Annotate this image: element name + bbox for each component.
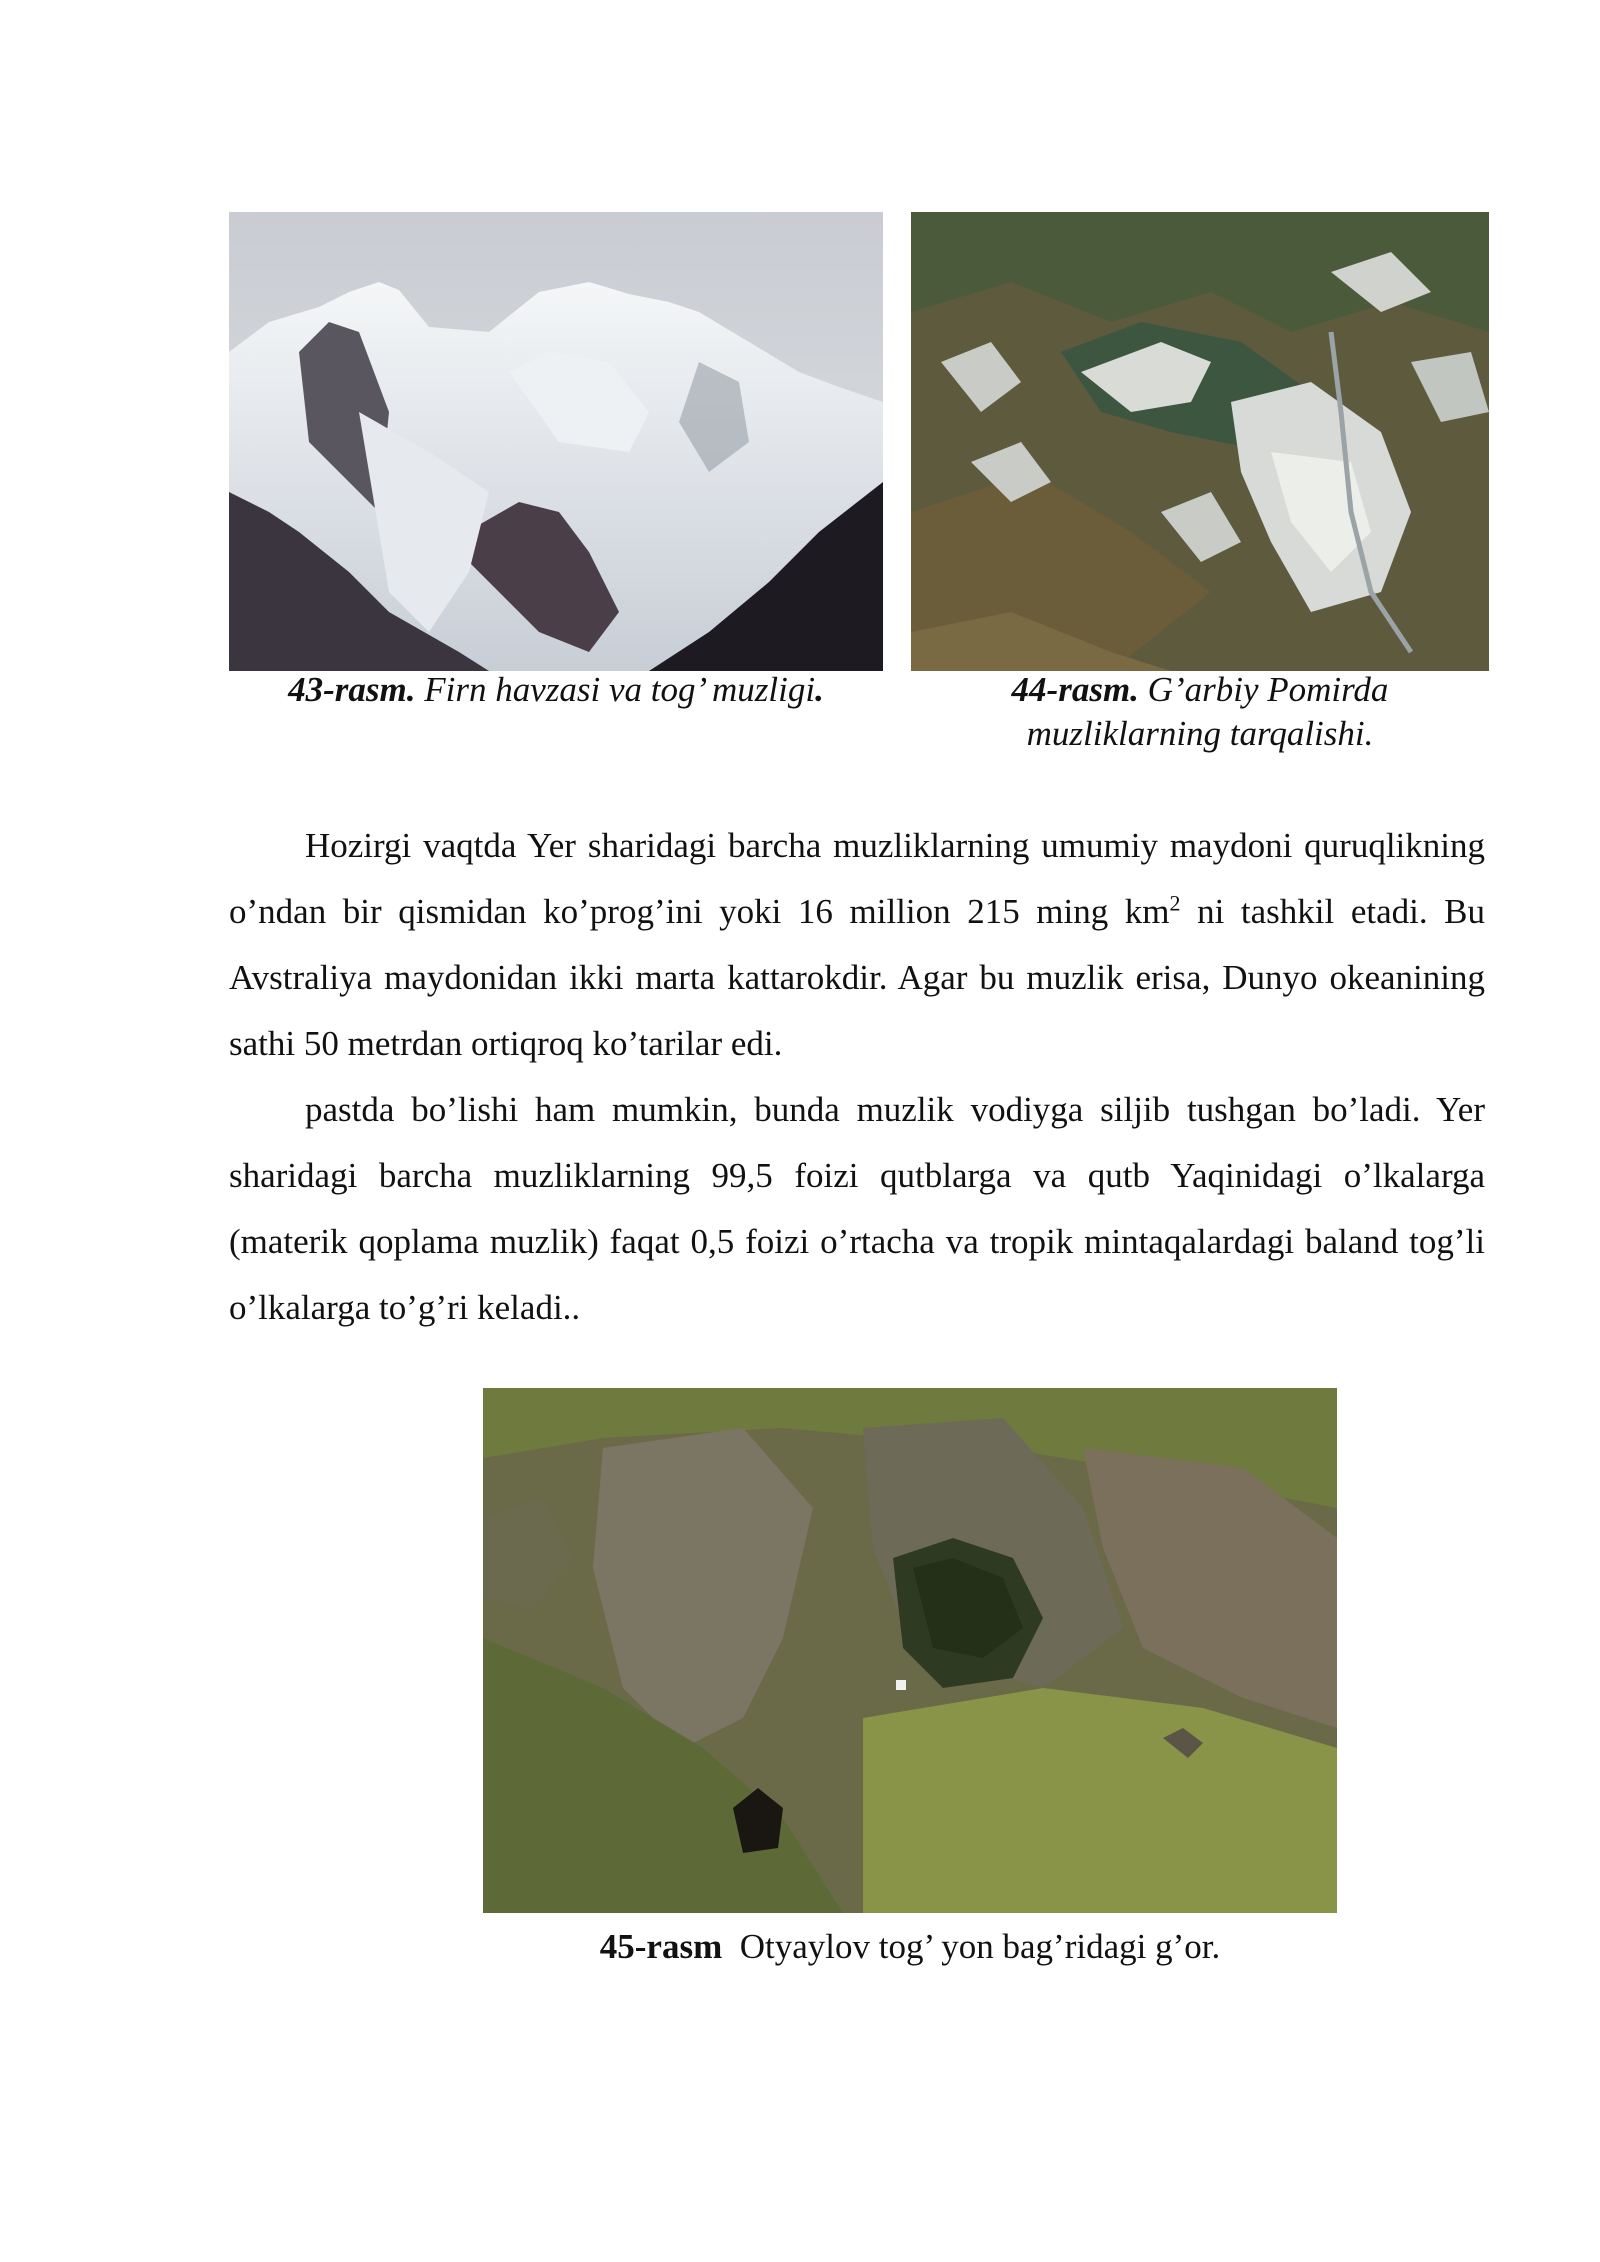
cave-photo-image (483, 1388, 1337, 1913)
figure-44-number: 44-rasm. (1011, 670, 1139, 709)
paragraph-2-text: pastda bo’lishi ham mumkin, bunda muzlik vodiyga siljib tushgan bo’ladi. Yer sharidagi barcha muzliklarning 99,5 foizi qutblarga va qutb Yaqinidagi o’lkalarga (materik qoplama muzlik) faqat 0,5 foizi o’rtacha va tropik mintaqalardagi baland tog’li o’lkalarga to’g’ri keladi.. (229, 1090, 1485, 1327)
superscript-2: 2 (1169, 890, 1181, 916)
figure-43-number: 43-rasm. (288, 670, 416, 709)
figure-45-cave-photo (483, 1388, 1337, 1913)
paragraph-glacier-distribution (229, 1077, 1485, 1341)
figure-45-caption (300, 1925, 1520, 1969)
satellite-photo-image (911, 212, 1489, 671)
figure-43-title: Firn havzasi va tog’ muzligi (424, 670, 816, 709)
figure-44-satellite-photo (911, 212, 1489, 671)
figure-45-number: 45-rasm (599, 1927, 723, 1966)
figure-43-glacier-photo (229, 212, 883, 671)
figure-43-end: . (815, 670, 824, 709)
figure-44-title-line2: muzliklarning tarqalishi. (1026, 714, 1374, 753)
glacier-photo-image (229, 212, 883, 671)
figure-45-title: Otyaylov tog’ yon bag’ridagi g’or. (739, 1927, 1221, 1966)
paragraph-1-text-b: ni tashkil etadi. Bu Avstraliya maydonidan ikki marta kattarokdir. Agar bu muzlik erisa, Dunyo okeanining sathi 50 metrdan ortiqroq ko’tarilar edi. (229, 892, 1486, 1063)
figure-43-caption (229, 668, 883, 712)
paragraph-glacier-area (229, 813, 1485, 1077)
figure-44-title-line1: G’arbiy Pomirda (1147, 670, 1389, 709)
paragraph-1-text-a: Hozirgi vaqtda Yer sharidagi barcha muzliklarning umumiy maydoni quruqlikning o’ndan bir qismidan ko’prog’ini yoki 16 million 215 ming km (229, 826, 1485, 931)
figure-44-caption (911, 668, 1489, 756)
